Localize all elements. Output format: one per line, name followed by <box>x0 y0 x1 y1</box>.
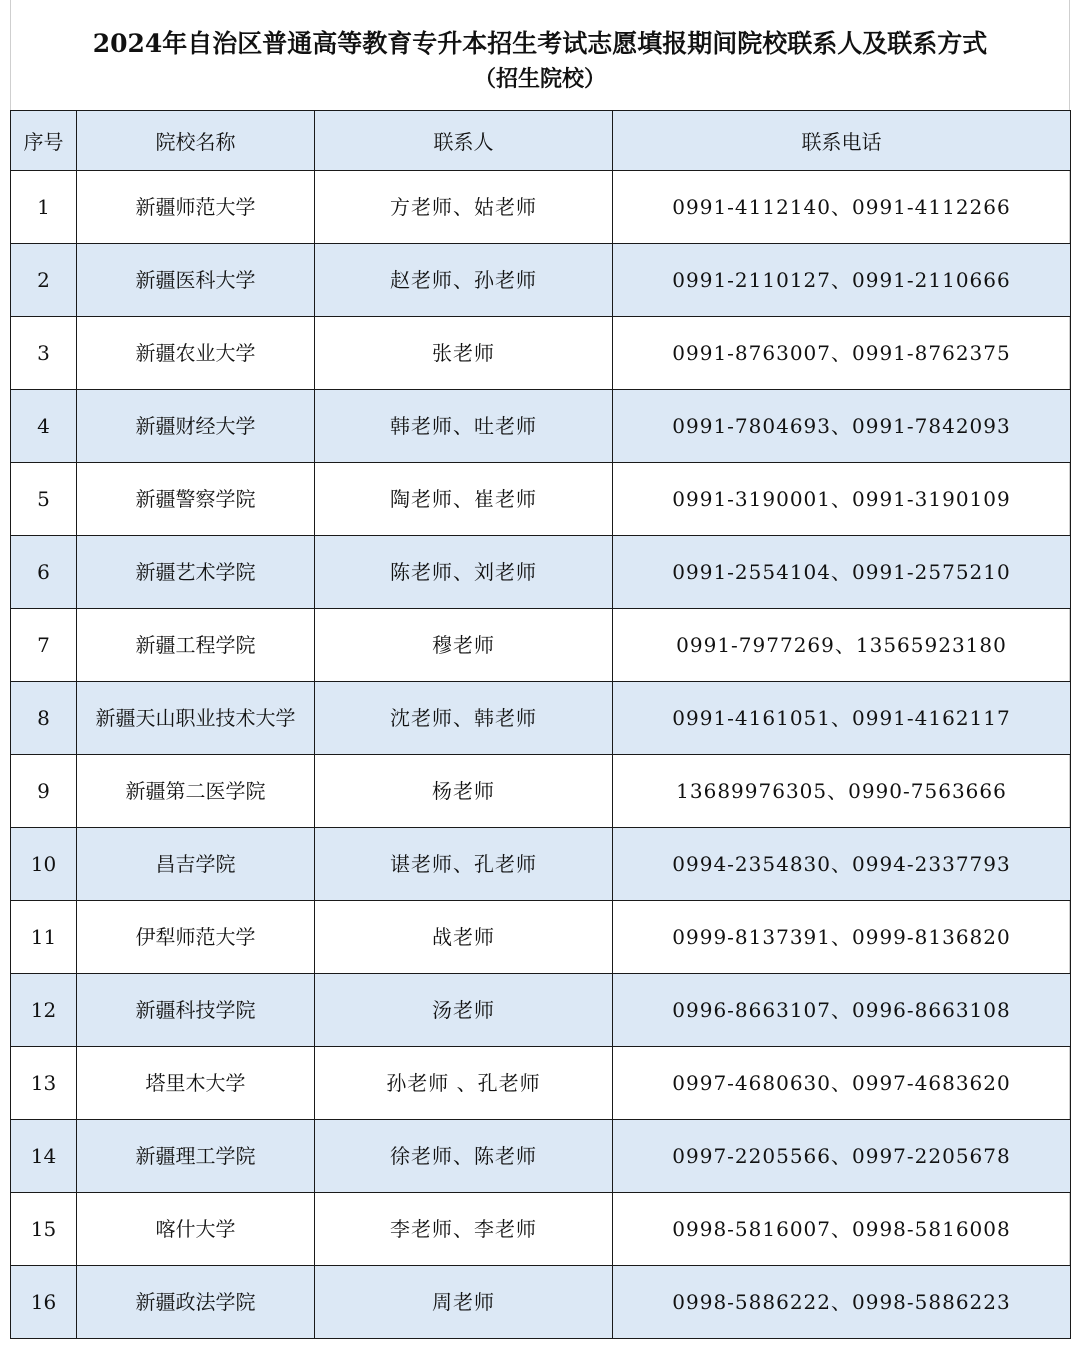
row-number-cell: 7 <box>11 609 77 682</box>
header-contact: 联系人 <box>315 111 613 171</box>
phone-number-cell: 0997-2205566、0997-2205678 <box>613 1120 1071 1193</box>
table-row <box>11 755 1071 828</box>
row-number-cell: 5 <box>11 463 77 536</box>
contact-person-cell: 徐老师、陈老师 <box>315 1120 613 1193</box>
row-number-cell: 13 <box>11 1047 77 1120</box>
school-name-cell: 新疆天山职业技术大学 <box>77 682 315 755</box>
school-name-cell: 新疆第二医学院 <box>77 755 315 828</box>
row-number-cell: 15 <box>11 1193 77 1266</box>
contact-person-cell: 陶老师、崔老师 <box>315 463 613 536</box>
contact-person-cell: 赵老师、孙老师 <box>315 244 613 317</box>
contact-person-cell: 沈老师、韩老师 <box>315 682 613 755</box>
row-number-cell: 10 <box>11 828 77 901</box>
school-name-cell: 新疆工程学院 <box>77 609 315 682</box>
school-name-cell: 新疆科技学院 <box>77 974 315 1047</box>
contact-person-cell: 谌老师、孔老师 <box>315 828 613 901</box>
contact-person-cell: 周老师 <box>315 1266 613 1339</box>
phone-number-cell: 0991-7977269、13565923180 <box>613 609 1071 682</box>
phone-number-cell: 0998-5886222、0998-5886223 <box>613 1266 1071 1339</box>
school-name-cell: 新疆艺术学院 <box>77 536 315 609</box>
phone-number-cell: 0991-2554104、0991-2575210 <box>613 536 1071 609</box>
title-block <box>11 0 1069 110</box>
contact-person-cell: 孙老师 、孔老师 <box>315 1047 613 1120</box>
phone-number-cell: 0997-4680630、0997-4683620 <box>613 1047 1071 1120</box>
table-body <box>11 171 1071 1339</box>
phone-number-cell: 0991-3190001、0991-3190109 <box>613 463 1071 536</box>
school-name-cell: 新疆财经大学 <box>77 390 315 463</box>
header-phone: 联系电话 <box>613 111 1071 171</box>
contact-table <box>10 110 1071 1339</box>
phone-number-cell: 0991-2110127、0991-2110666 <box>613 244 1071 317</box>
school-name-cell: 昌吉学院 <box>77 828 315 901</box>
table-row <box>11 317 1071 390</box>
phone-number-cell: 0994-2354830、0994-2337793 <box>613 828 1071 901</box>
row-number-cell: 9 <box>11 755 77 828</box>
row-number-cell: 8 <box>11 682 77 755</box>
table-row <box>11 682 1071 755</box>
school-name-cell: 新疆师范大学 <box>77 171 315 244</box>
school-name-cell: 伊犁师范大学 <box>77 901 315 974</box>
row-number-cell: 1 <box>11 171 77 244</box>
school-name-cell: 新疆政法学院 <box>77 1266 315 1339</box>
phone-number-cell: 0991-4112140、0991-4112266 <box>613 171 1071 244</box>
table-row <box>11 901 1071 974</box>
phone-number-cell: 0998-5816007、0998-5816008 <box>613 1193 1071 1266</box>
phone-number-cell: 0996-8663107、0996-8663108 <box>613 974 1071 1047</box>
document-subtitle: （招生院校） <box>473 66 606 92</box>
phone-number-cell: 0999-8137391、0999-8136820 <box>613 901 1071 974</box>
contact-person-cell: 杨老师 <box>315 755 613 828</box>
school-name-cell: 喀什大学 <box>77 1193 315 1266</box>
school-name-cell: 新疆警察学院 <box>77 463 315 536</box>
school-name-cell: 塔里木大学 <box>77 1047 315 1120</box>
table-row <box>11 828 1071 901</box>
contact-person-cell: 汤老师 <box>315 974 613 1047</box>
phone-number-cell: 0991-8763007、0991-8762375 <box>613 317 1071 390</box>
contact-person-cell: 李老师、李老师 <box>315 1193 613 1266</box>
contact-person-cell: 韩老师、吐老师 <box>315 390 613 463</box>
row-number-cell: 12 <box>11 974 77 1047</box>
table-row <box>11 1047 1071 1120</box>
school-name-cell: 新疆理工学院 <box>77 1120 315 1193</box>
contact-person-cell: 陈老师、刘老师 <box>315 536 613 609</box>
table-header-row <box>11 111 1071 171</box>
document-title: 2024年自治区普通高等教育专升本招生考试志愿填报期间院校联系人及联系方式 <box>92 29 988 58</box>
table-row <box>11 171 1071 244</box>
phone-number-cell: 0991-7804693、0991-7842093 <box>613 390 1071 463</box>
table-row <box>11 609 1071 682</box>
table-row <box>11 536 1071 609</box>
row-number-cell: 16 <box>11 1266 77 1339</box>
school-name-cell: 新疆农业大学 <box>77 317 315 390</box>
row-number-cell: 11 <box>11 901 77 974</box>
contact-person-cell: 战老师 <box>315 901 613 974</box>
contact-person-cell: 穆老师 <box>315 609 613 682</box>
table-row <box>11 244 1071 317</box>
phone-number-cell: 0991-4161051、0991-4162117 <box>613 682 1071 755</box>
contact-person-cell: 方老师、姑老师 <box>315 171 613 244</box>
contact-person-cell: 张老师 <box>315 317 613 390</box>
table-row <box>11 390 1071 463</box>
school-name-cell: 新疆医科大学 <box>77 244 315 317</box>
row-number-cell: 14 <box>11 1120 77 1193</box>
table-row <box>11 974 1071 1047</box>
row-number-cell: 4 <box>11 390 77 463</box>
table-row <box>11 463 1071 536</box>
row-number-cell: 2 <box>11 244 77 317</box>
table-row <box>11 1266 1071 1339</box>
table-row <box>11 1193 1071 1266</box>
header-no: 序号 <box>11 111 77 171</box>
phone-number-cell: 13689976305、0990-7563666 <box>613 755 1071 828</box>
row-number-cell: 6 <box>11 536 77 609</box>
row-number-cell: 3 <box>11 317 77 390</box>
table-row <box>11 1120 1071 1193</box>
header-school: 院校名称 <box>77 111 315 171</box>
